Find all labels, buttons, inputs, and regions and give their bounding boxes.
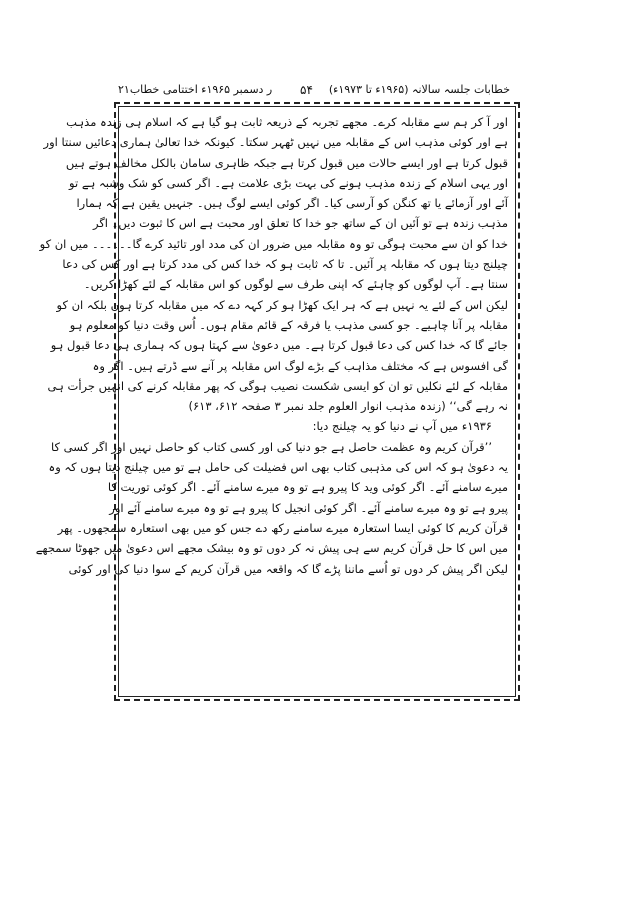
- quote-line: میں اس کا حل قرآن کریم سے ہی پیش نہ کر دوں تو وہ بیشک مجھے اس دعویٰ میں جھوٹا سمجھے: [35, 541, 508, 556]
- quote-line: قرآن کریم کا کوئی ایسا استعارہ میرے سامنے رکھ دے جس کو میں بھی استعارہ سمجھوں۔ پھر: [57, 520, 508, 535]
- text-line: آئے اور آزمائے یا تھ کنگن کو آرسی کیا۔ اگر کوئی ایسے لوگ ہیں۔ جنہیں یقین ہے کہ ہمارا: [76, 196, 508, 211]
- text-line: مقابلہ کے لئے نکلیں تو ان کو ایسی شکست نصیب ہوگی کہ پھر مقابلہ کرنے کی انہیں جرأت ہی: [47, 378, 508, 393]
- section-heading-line: ۱۹۳۶ء میں آپ نے دنیا کو یہ چیلنج دیا:: [312, 419, 492, 434]
- text-line: سنتا ہے۔ آپ لوگوں کو چاہئے کہ اپنی طرف سے لوگوں کو اس مقابلہ کے لئے کھڑا کریں۔: [83, 277, 508, 292]
- quote-line: پیرو ہے تو وہ میرے سامنے آئے۔ اگر کوئی انجیل کا پیرو ہے تو وہ میرے سامنے آئے اور: [109, 500, 508, 515]
- text-line: لیکن اس کے لئے یہ نہیں ہے کہ ہر ایک کھڑا ہو کر کہہ دے کہ میں مقابلہ کرتا ہوں بلکہ ان کو: [56, 297, 508, 312]
- text-line: مذہب زندہ ہے تو آئیں ان کے ساتھ جو خدا کا تعلق اور محبت ہے اس کا ثبوت دیں۔ اگر: [92, 216, 508, 231]
- quote-line: یہ دعویٰ ہو کہ اس کی مذہبی کتاب بھی اس فضیلت کی حامل ہے تو میں چیلنج دیتا ہوں کہ وہ: [48, 460, 508, 475]
- text-line: خدا کو ان سے محبت ہوگی تو وہ مقابلہ میں ضرور ان کی مدد اور تائید کرے گا۔۔۔۔۔۔ میں ان کو: [39, 236, 508, 251]
- text-line: اور آ کر ہم سے مقابلہ کرے۔ مجھے تجربہ کے ذریعہ ثابت ہو گیا ہے کہ اسلام ہی زندہ مذہب: [66, 115, 508, 129]
- citation-line: نہ رہے گی‘‘ (زندہ مذہب انوار العلوم جلد نمبر ۳ صفحہ ۶۱۲، ۶۱۳): [188, 399, 508, 414]
- quote-line: ’’قرآن کریم وہ عظمت حاصل ہے جو دنیا کی اور کسی کتاب کو حاصل نہیں اور اگر کسی کا: [51, 439, 492, 454]
- page-border-frame: [35, 102, 520, 701]
- page-number: ۵۴: [300, 83, 313, 97]
- text-line: ہے اور کوئی مذہب اس کے مقابلہ میں نہیں ٹھہر سکتا۔ کیونکہ خدا تعالیٰ ہماری دعائیں سنتا اور: [43, 135, 508, 150]
- text-line: گی افسوس ہے کہ مختلف مذاہب کے بڑے لوگ اس مقابلہ پر آنے سے ڈرتے ہیں۔ اگر وہ: [92, 358, 508, 373]
- quote-line: لیکن اگر پیش کر دوں تو اُسے ماننا پڑے گا کہ واقعہ میں قرآن کریم کے سوا دنیا کی اور کوئی: [68, 561, 508, 576]
- text-line: جائے گا کہ خدا کس کی دعا قبول کرتا ہے۔ میں دعویٰ سے کہتا ہوں کہ ہماری ہی دعا قبول ہو: [50, 338, 508, 353]
- text-line: اور یہی اسلام کے زندہ مذہب ہونے کی بہت بڑی علامت ہے۔ اگر کسی کو شک وشبہ ہے تو: [69, 175, 508, 190]
- header-date-title: ۲۱ر دسمبر ۱۹۶۵ء اختتامی خطاب: [118, 83, 273, 96]
- text-line: چیلنج دیتا ہوں کہ مقابلہ پر آئیں۔ تا کہ ثابت ہو کہ خدا کس کی مدد کرتا ہے اور کس کی دعا: [62, 257, 508, 272]
- body-text: [35, 112, 508, 579]
- header-book-title: خطابات جلسہ سالانہ (۱۹۶۵ء تا ۱۹۷۳ء): [328, 83, 510, 96]
- quote-line: میرے سامنے آئے۔ اگر کوئی وید کا پیرو ہے تو وہ میرے سامنے آئے۔ اگر کوئی توریت کا: [107, 480, 508, 495]
- text-line: مقابلہ پر آنا چاہیے۔ جو کسی مذہب یا فرقہ کے قائم مقام ہوں۔ اُس وقت دنیا کو معلوم ہو: [69, 317, 508, 332]
- text-line: قبول کرتا ہے اور ایسے حالات میں قبول کرتا ہے جبکہ ظاہری سامان بالکل مخالف ہوتے ہیں: [65, 155, 508, 170]
